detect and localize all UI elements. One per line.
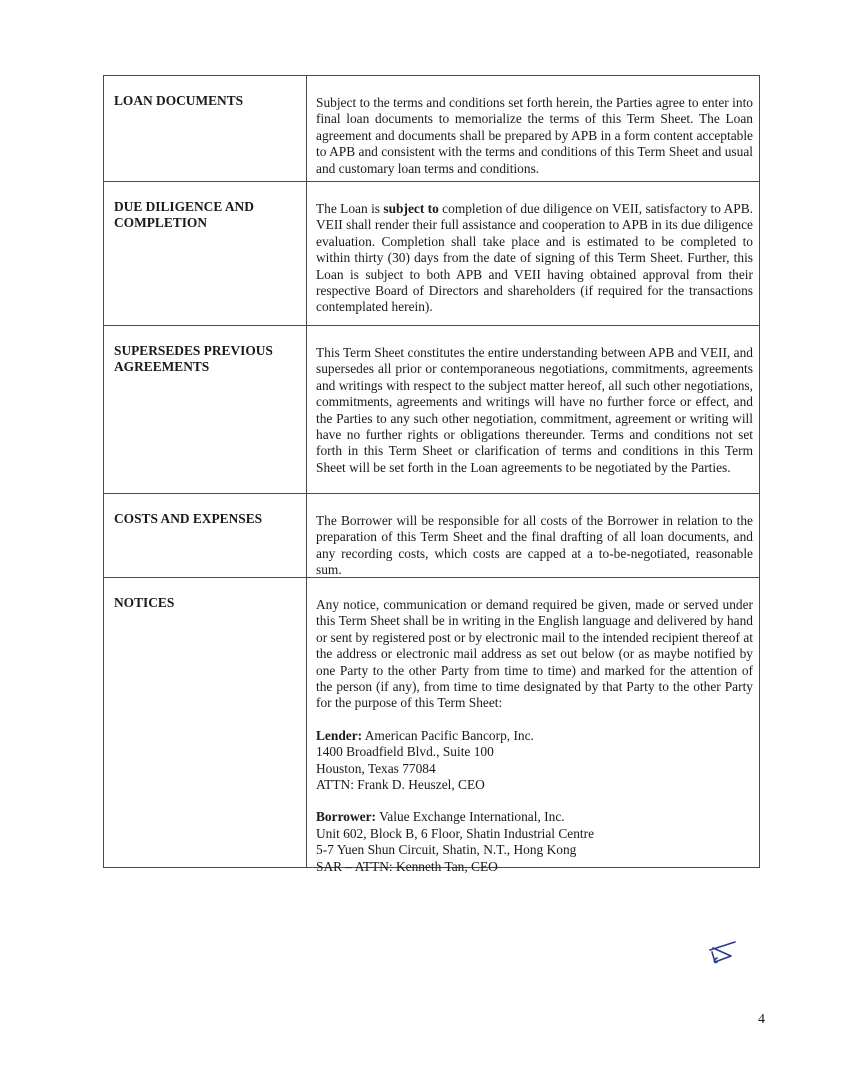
lender-label: Lender:	[316, 727, 363, 743]
initials-signature-icon	[707, 938, 739, 966]
row-text	[307, 76, 759, 181]
row-text	[307, 578, 759, 874]
table-row	[104, 181, 759, 325]
address-line: Houston, Texas 77084	[316, 760, 436, 776]
lender-name: American Pacific Bancorp, Inc.	[362, 727, 534, 743]
row-label: DUE DILIGENCE AND COMPLETION	[104, 182, 307, 325]
supersedes-text: This Term Sheet constitutes the entire understanding between APB and VEII, and supersedes all prior or contemporaneous negotiations, commitments, agreements and writings with respect to the subject matter hereof, all such other negotiations, commitments, agreements and writings will have no further force or effect, and the Parties to any such other negotiation, commitment, agreement or writing will have no further rights or obligations thereunder. Terms and conditions not set forth in this Term Sheet or clarification of terms and conditions in this Term Sheet will be set forth in the Loan agreements to be negotiated by the Parties.	[316, 345, 753, 475]
row-text	[307, 182, 759, 325]
page-number: 4	[758, 1012, 765, 1027]
borrower-label: Borrower:	[316, 809, 376, 825]
row-text	[307, 494, 759, 577]
row-label: SUPERSEDES PREVIOUS AGREEMENTS	[104, 326, 307, 493]
row-label: COSTS AND EXPENSES	[104, 494, 307, 577]
due-diligence-text	[316, 201, 753, 316]
text-segment: completion of due diligence on VEII, satisfactory to APB. VEII shall render their full assistance and cooperation to APB in its due diligence evaluation. Completion shall take place and is estimated to be completed to within thirty (30) days from the date of signing of this Term Sheet. Further, this Loan is subject to both APB and VEII having obtained approval from their respective Board of Directors and shareholders (if required for the transactions contemplated herein).	[316, 201, 753, 315]
address-line: 5-7 Yuen Shun Circuit, Shatin, N.T., Hong Kong	[316, 842, 577, 858]
costs-text: The Borrower will be responsible for all costs of the Borrower in relation to the preparation of this Term Sheet and the final drafting of all loan documents, and any recording costs, which costs are capped at a to-be-negotiated, reasonable sum.	[316, 513, 753, 578]
row-label: NOTICES	[104, 578, 307, 867]
borrower-name-line	[316, 809, 753, 825]
address-line: 1400 Broadfield Blvd., Suite 100	[316, 744, 494, 760]
address-line: Unit 602, Block B, 6 Floor, Shatin Industrial Centre	[316, 825, 595, 841]
table-row	[104, 493, 759, 577]
loan-documents-text: Subject to the terms and conditions set forth herein, the Parties agree to enter into final loan documents to memorialize the terms of this Term Sheet. The Loan agreement and documents shall be prepared by APB in a form content acceptable to APB and consistent with the terms and conditions of this Term Sheet and usual and customary loan terms and conditions.	[316, 95, 753, 176]
text-segment: The Loan is	[316, 201, 384, 216]
borrower-address	[316, 809, 753, 875]
notices-text: Any notice, communication or demand required be given, made or served under this Term Sheet shall be in writing in the English language and delivered by hand or sent by registered post or by electronic mail to the intended recipient thereof at the address or electronic mail address as set out below (or as maybe notified by one Party to the other Party from time to time) and marked for the attention of the person (if any), from time to time designated by that Party to the other Party for the purpose of this Term Sheet:	[316, 597, 753, 711]
table-row	[104, 325, 759, 493]
lender-address	[316, 728, 753, 794]
bold-text-segment: subject to	[383, 201, 439, 216]
attention-line: ATTN: Frank D. Heuszel, CEO	[316, 777, 485, 793]
row-text	[307, 326, 759, 493]
lender-name-line	[316, 728, 753, 744]
table-row	[104, 577, 759, 874]
borrower-name: Value Exchange International, Inc.	[375, 809, 565, 825]
table-row	[104, 76, 759, 181]
row-label: LOAN DOCUMENTS	[104, 76, 307, 181]
attention-line: SAR – ATTN: Kenneth Tan, CEO	[316, 858, 498, 874]
term-sheet-table	[103, 75, 760, 874]
